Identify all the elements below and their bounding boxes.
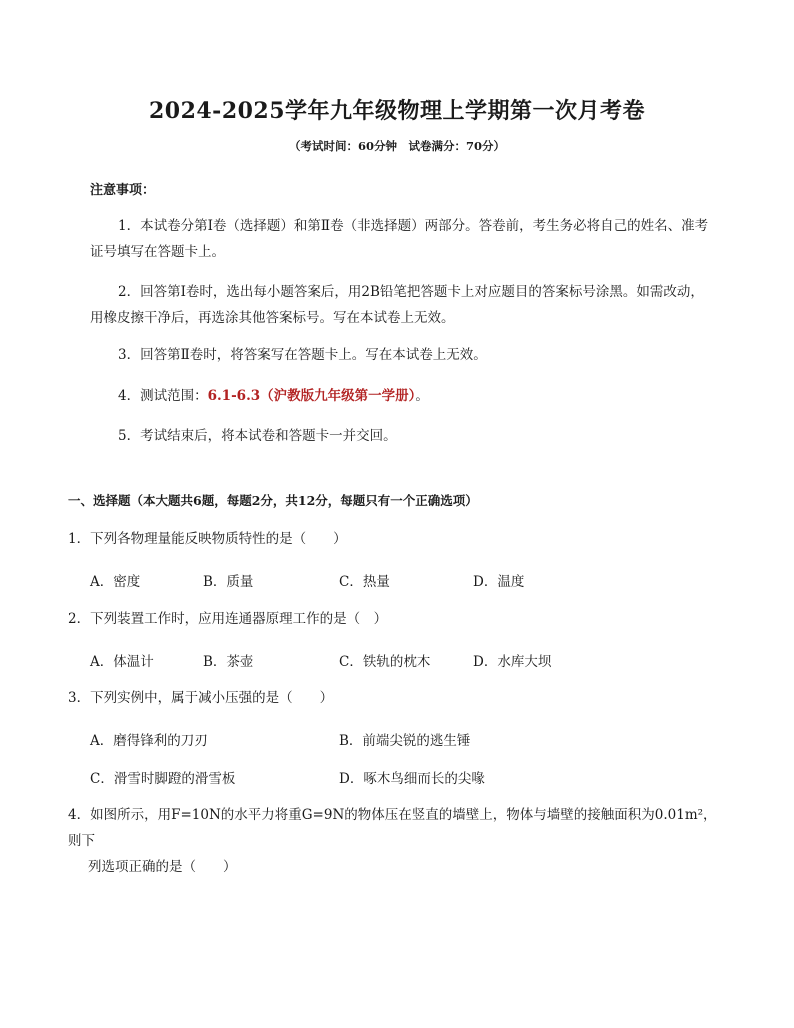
notice-item-3: 3．回答第Ⅱ卷时，将答案写在答题卡上。写在本试卷上无效。 (118, 347, 487, 363)
notice-item-4: 4．测试范围：6.1-6.3（沪教版九年级第一学册）。 (118, 388, 429, 404)
q2-option-a: A．体温计 (90, 654, 154, 670)
q3-option-a: A．磨得锋利的刀刃 (90, 733, 208, 749)
notice-item-1: 1．本试卷分第Ⅰ卷（选择题）和第Ⅱ卷（非选择题）两部分。答卷前，考生务必将自己的姓名、准考 证号填写在答题卡上。 (90, 218, 709, 260)
q1-option-a: A．密度 (90, 574, 141, 590)
exam-info: （考试时间：60分钟 试卷满分：70分） (288, 139, 505, 153)
q1-option-c: C．热量 (339, 574, 390, 590)
notice-heading: 注意事项： (90, 183, 156, 198)
question-1: 1．下列各物理量能反映物质特性的是（ ） (68, 531, 347, 547)
q2-option-d: D．水库大坝 (473, 654, 552, 670)
q2-option-b: B．茶壶 (203, 654, 254, 670)
question-4: 4．如图所示，用F=10N的水平力将重G=9N的物体压在竖直的墙壁上，物体与墙壁的接触面积为0.01m²，则下 列选项正确的是（ ） (68, 807, 717, 875)
q2-option-c: C．铁轨的枕木 (339, 654, 431, 670)
q3-option-c: C．滑雪时脚蹬的滑雪板 (90, 771, 236, 787)
section-heading: 一、选择题（本大题共6题，每题2分，共12分，每题只有一个正确选项） (68, 493, 478, 508)
notice-item-5: 5．考试结束后，将本试卷和答题卡一并交回。 (118, 428, 397, 444)
q3-option-b: B．前端尖锐的逃生锤 (339, 733, 471, 749)
q1-option-d: D．温度 (473, 574, 525, 590)
question-3: 3．下列实例中，属于减小压强的是（ ） (68, 690, 334, 706)
page-title: 2024-2025学年九年级物理上学期第一次月考卷 (148, 98, 646, 124)
test-scope: 6.1-6.3（沪教版九年级第一学册） (207, 388, 416, 404)
notice-item-2: 2．回答第Ⅰ卷时，选出每小题答案后，用2B铅笔把答题卡上对应题目的答案标号涂黑。如需改动， 用橡皮擦干净后，再选涂其他答案标号。写在本试卷上无效。 (90, 284, 704, 326)
q1-option-b: B．质量 (203, 574, 254, 590)
question-2: 2．下列装置工作时，应用连通器原理工作的是（ ） (68, 611, 388, 627)
q3-option-d: D．啄木鸟细而长的尖喙 (339, 771, 485, 787)
